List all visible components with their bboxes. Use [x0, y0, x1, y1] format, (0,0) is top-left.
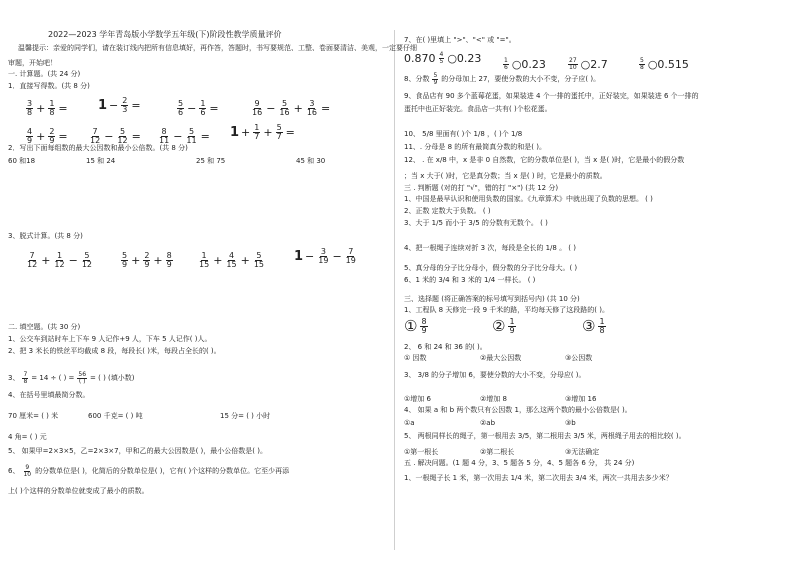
choice-2-option-2: ②最大公因数 — [480, 354, 522, 362]
fill-q5: 5、 如果甲=2×3×5，乙=2×3×7，甲和乙的最大公因数是( )，最小公倍数是( )。 — [8, 447, 267, 455]
section-3-title: 三 . 判断题 (对的打 "√"，错的打 "×") (共 12 分) — [404, 184, 559, 192]
pair-1: 60 和18 — [8, 157, 36, 165]
judge-1: 1、中国是最早认识和使用负数的国家。《九章算术》中就出现了负数的思想。 ( ) — [404, 195, 653, 203]
choice-3-option-2: ②增加 8 — [480, 395, 507, 403]
choice-4-option-3: ③b — [565, 419, 576, 427]
fill-q1: 1、公交车到站时车上下车 9 人记作+9 人，下车 5 人记作( )人。 — [8, 335, 212, 343]
fill-q11: 11、. 分母是 8 的所有最简真分数的和是( )。 — [404, 143, 546, 151]
fill-q9-line2: 蛋托中也正好装完。食品店一共有( )个松花蛋。 — [404, 105, 552, 113]
cmp-b: $\frac{1}{6}$ ○0.23 — [504, 57, 546, 71]
pair-3: 25 和 75 — [196, 157, 226, 165]
judge-6: 6、1 米的 3/4 和 3 米的 1/4 一样长。 ( ) — [404, 276, 536, 284]
fill-q7: 7、在( )里填上 ">"、"<" 或 "="。 — [404, 36, 516, 44]
calc-g: $\frac{8}{11}$ − $\frac{5}{11}$ = — [159, 127, 210, 145]
choice-4: 4、 如果 a 和 b 两个数只有公因数 1，那么这两个数的最小公倍数是( )。 — [404, 406, 632, 414]
unit-cm-m: 70 厘米= ( ) 米 — [8, 412, 59, 420]
unit-kg-t: 600 千克= ( ) 吨 — [88, 412, 143, 420]
tuo-b: $\frac{5}{9}$ + $\frac{2}{9}$ + $\frac{8}{9}$ — [122, 251, 172, 269]
section-4-title: 三、选择题 (将正确答案的标号填写到括号内) (共 10 分) — [404, 295, 580, 303]
choice-3-option-3: ③增加 16 — [565, 395, 597, 403]
choice-4-option-2: ②ab — [480, 419, 496, 427]
cmp-d: $\frac{5}{8}$ ○0.515 — [640, 57, 689, 71]
fill-q8: 8、分数 $\frac{5}{9}$ 的分母加上 27，要使分数的大小不变，分子应( )。 — [404, 72, 601, 86]
fill-q4: 4、在括号里填最简分数。 — [8, 391, 90, 399]
problem-1: 1、一根绳子长 1 米，第一次用去 1/4 米，第二次用去 3/4 米，两次一共用去多少米？ — [404, 474, 673, 482]
calc-e: $\frac{4}{9}$ + $\frac{2}{9}$ = — [27, 127, 68, 145]
pair-2: 15 和 24 — [86, 157, 116, 165]
choice-1-option-2: ② $\frac{1}{9}$ — [492, 317, 515, 335]
choice-2-option-3: ③公因数 — [565, 354, 593, 362]
column-divider — [394, 30, 395, 550]
pair-4: 45 和 30 — [296, 157, 326, 165]
fill-q12-line1: 12、 . 在 x/8 中，x 是非 0 自然数，它的分数单位是( )，当 x 是( )时，它是最小的假分数 — [404, 156, 685, 164]
choice-5-option-2: ②第二根长 — [480, 448, 515, 456]
calc-c: $\frac{5}{6}$ − $\frac{1}{6}$ = — [178, 99, 219, 117]
section-5-title: 五 . 解决问题。(1 题 4 分，3、5 题各 5 分，4、5 题各 6 分， 共 24 分) — [404, 459, 635, 467]
judge-2: 2、正数 定数大于负数。 ( ) — [404, 207, 491, 215]
section-1-3-title: 3、脱式计算。(共 8 分) — [8, 232, 83, 240]
judge-4: 4、把一根绳子连续对折 3 次，每段是全长的 1/8 。 ( ) — [404, 244, 576, 252]
fill-q6-line2: 上( )个这样的分数单位就变成了最小的质数。 — [8, 487, 149, 495]
section-1-1-title: 1．直接写得数。(共 8 分) — [8, 82, 90, 90]
calc-b: 1 − $\frac{2}{3}$ = — [98, 96, 141, 114]
choice-3: 3、 3/8 的分子增加 6，要使分数的大小不变，分母应( )。 — [404, 371, 586, 379]
judge-3: 3、大于 1/5 而小于 3/5 的分数有无数个。 ( ) — [404, 219, 548, 227]
cmp-a: 0.870 $\frac{4}{5}$ ○0.23 — [404, 51, 482, 65]
fill-q9-line1: 9、食品店有 90 多个蓝莓花蛋，如果装进 4 个一排的蛋托中，正好装完，如果装进 6 个一排的 — [404, 92, 699, 100]
unit-jiao-yuan: 4 角= ( ) 元 — [8, 433, 47, 441]
section-2-title: 二. 填空题。(共 30 分) — [8, 323, 81, 331]
choice-5-option-1: ①第一根长 — [404, 448, 439, 456]
calc-h: 1 + $\frac{1}{7}$ + $\frac{5}{7}$ = — [230, 123, 295, 141]
tip-line-2: 审题，开始吧！ — [8, 59, 57, 67]
choice-4-option-1: ①a — [404, 419, 415, 427]
tuo-a: $\frac{7}{12}$ + $\frac{1}{12}$ − $\frac{5}{12}$ — [27, 251, 92, 269]
judge-5: 5、真分母的分子比分母小，假分数的分子比分母大。( ) — [404, 264, 578, 272]
calc-a: $\frac{3}{8}$ + $\frac{1}{8}$ = — [27, 99, 68, 117]
tuo-c: $\frac{1}{15}$ + $\frac{4}{15}$ + $\frac{5}{15}$ — [199, 251, 264, 269]
choice-1: 1、工程队 8 天修完一段 9 千米的路，平均每天修了这段路的( )。 — [404, 306, 609, 314]
choice-5: 5、 两根同样长的绳子，第一根用去 3/5，第二根用去 3/5 米，两根绳子用去的相比较( )。 — [404, 432, 686, 440]
fill-q2: 2、把 3 米长的铁丝平均截成 8 段，每段长( )米，每段占全长的( )。 — [8, 347, 221, 355]
calc-d: $\frac{9}{16}$ − $\frac{5}{16}$ + $\frac{3}{16}$ = — [252, 99, 331, 117]
section-1-2-title: 2．写出下面每组数的最大公因数和最小公倍数。(共 8 分) — [8, 144, 188, 152]
fill-q3: 3、 $\frac{7}{8}$ = 14 ÷ ( ) = $\frac{56}{( )}$ = ( ) (填小数) — [8, 371, 135, 385]
exam-title: 2022—2023 学年青岛版小学数学五年级(下)阶段性教学质量评价 — [48, 30, 282, 39]
choice-5-option-3: ③无法确定 — [565, 448, 600, 456]
choice-2: 2、 6 和 24 和 36 的( )。 — [404, 343, 487, 351]
fill-q12-line2: ；当 x 大于( )时，它是真分数；当 x 是( ) 时，它是最小的质数。 — [404, 172, 607, 180]
section-1-title: 一. 计算题。(共 24 分) — [8, 70, 81, 78]
choice-3-option-1: ①增加 6 — [404, 395, 431, 403]
choice-2-option-1: ① 因数 — [404, 354, 427, 362]
calc-f: $\frac{7}{12}$ − $\frac{5}{12}$ = — [90, 127, 141, 145]
fill-q10: 10、 5/8 里面有( )个 1/8 ，( )个 1/8 — [404, 130, 523, 138]
choice-1-option-3: ③ $\frac{1}{8}$ — [582, 317, 605, 335]
tip-line-1: 温馨提示：亲爱的同学们，请在装订线内把所有信息填好，再作答，答题时，书写要规范、工整、卷面要清洁、美观，一定要仔细 — [18, 44, 417, 52]
fill-q6: 6、 $\frac{9}{10}$ 的分数单位是( )，化简后的分数单位是( )，它有( )个这样的分数单位。它至少再添 — [8, 464, 290, 478]
cmp-c: $\frac{27}{10}$ ○2.7 — [569, 57, 608, 71]
unit-min-h: 15 分= ( ) 小时 — [220, 412, 271, 420]
choice-1-option-1: ① $\frac{8}{9}$ — [404, 317, 427, 335]
tuo-d: 1 − $\frac{3}{19}$ − $\frac{7}{19}$ — [294, 247, 356, 265]
